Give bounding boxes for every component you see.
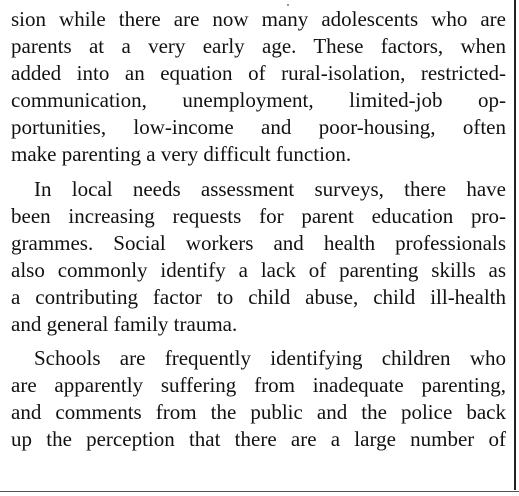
text-line: Schools are frequently identifying children who	[34, 346, 506, 371]
text-line: been increasing requests for parent education pro-	[11, 203, 506, 228]
text-line: sion while there are now many adolescents who are	[11, 7, 506, 31]
paragraph-2	[11, 176, 506, 339]
page-bottom-rule	[0, 491, 519, 492]
text-line: parents at a very early age. These factors, when	[11, 34, 506, 59]
paragraph-1	[11, 6, 506, 169]
paragraph-3	[11, 345, 506, 453]
text-line: and comments from the public and the police back	[11, 400, 506, 425]
text-line: and general family trauma.	[11, 312, 238, 337]
text-line: grammes. Social workers and health professionals	[11, 230, 506, 255]
body-text	[11, 6, 506, 454]
text-line: also commonly identify a lack of parenting skills as	[11, 257, 506, 282]
text-line: up the perception that there are a large number of	[11, 427, 506, 452]
text-line: added into an equation of rural-isolation, restricted-	[11, 61, 506, 86]
text-line: a contributing factor to child abuse, child ill-health	[11, 284, 506, 309]
text-line: are apparently suffering from inadequate parenting,	[11, 373, 506, 398]
text-line: make parenting a very difficult function.	[11, 142, 352, 167]
page-edge-rule	[514, 0, 516, 490]
text-line: portunities, low-income and poor-housing, often	[11, 115, 506, 140]
text-line: communication, unemployment, limited-job op-	[11, 88, 506, 113]
text-line: In local needs assessment surveys, there have	[34, 176, 506, 201]
